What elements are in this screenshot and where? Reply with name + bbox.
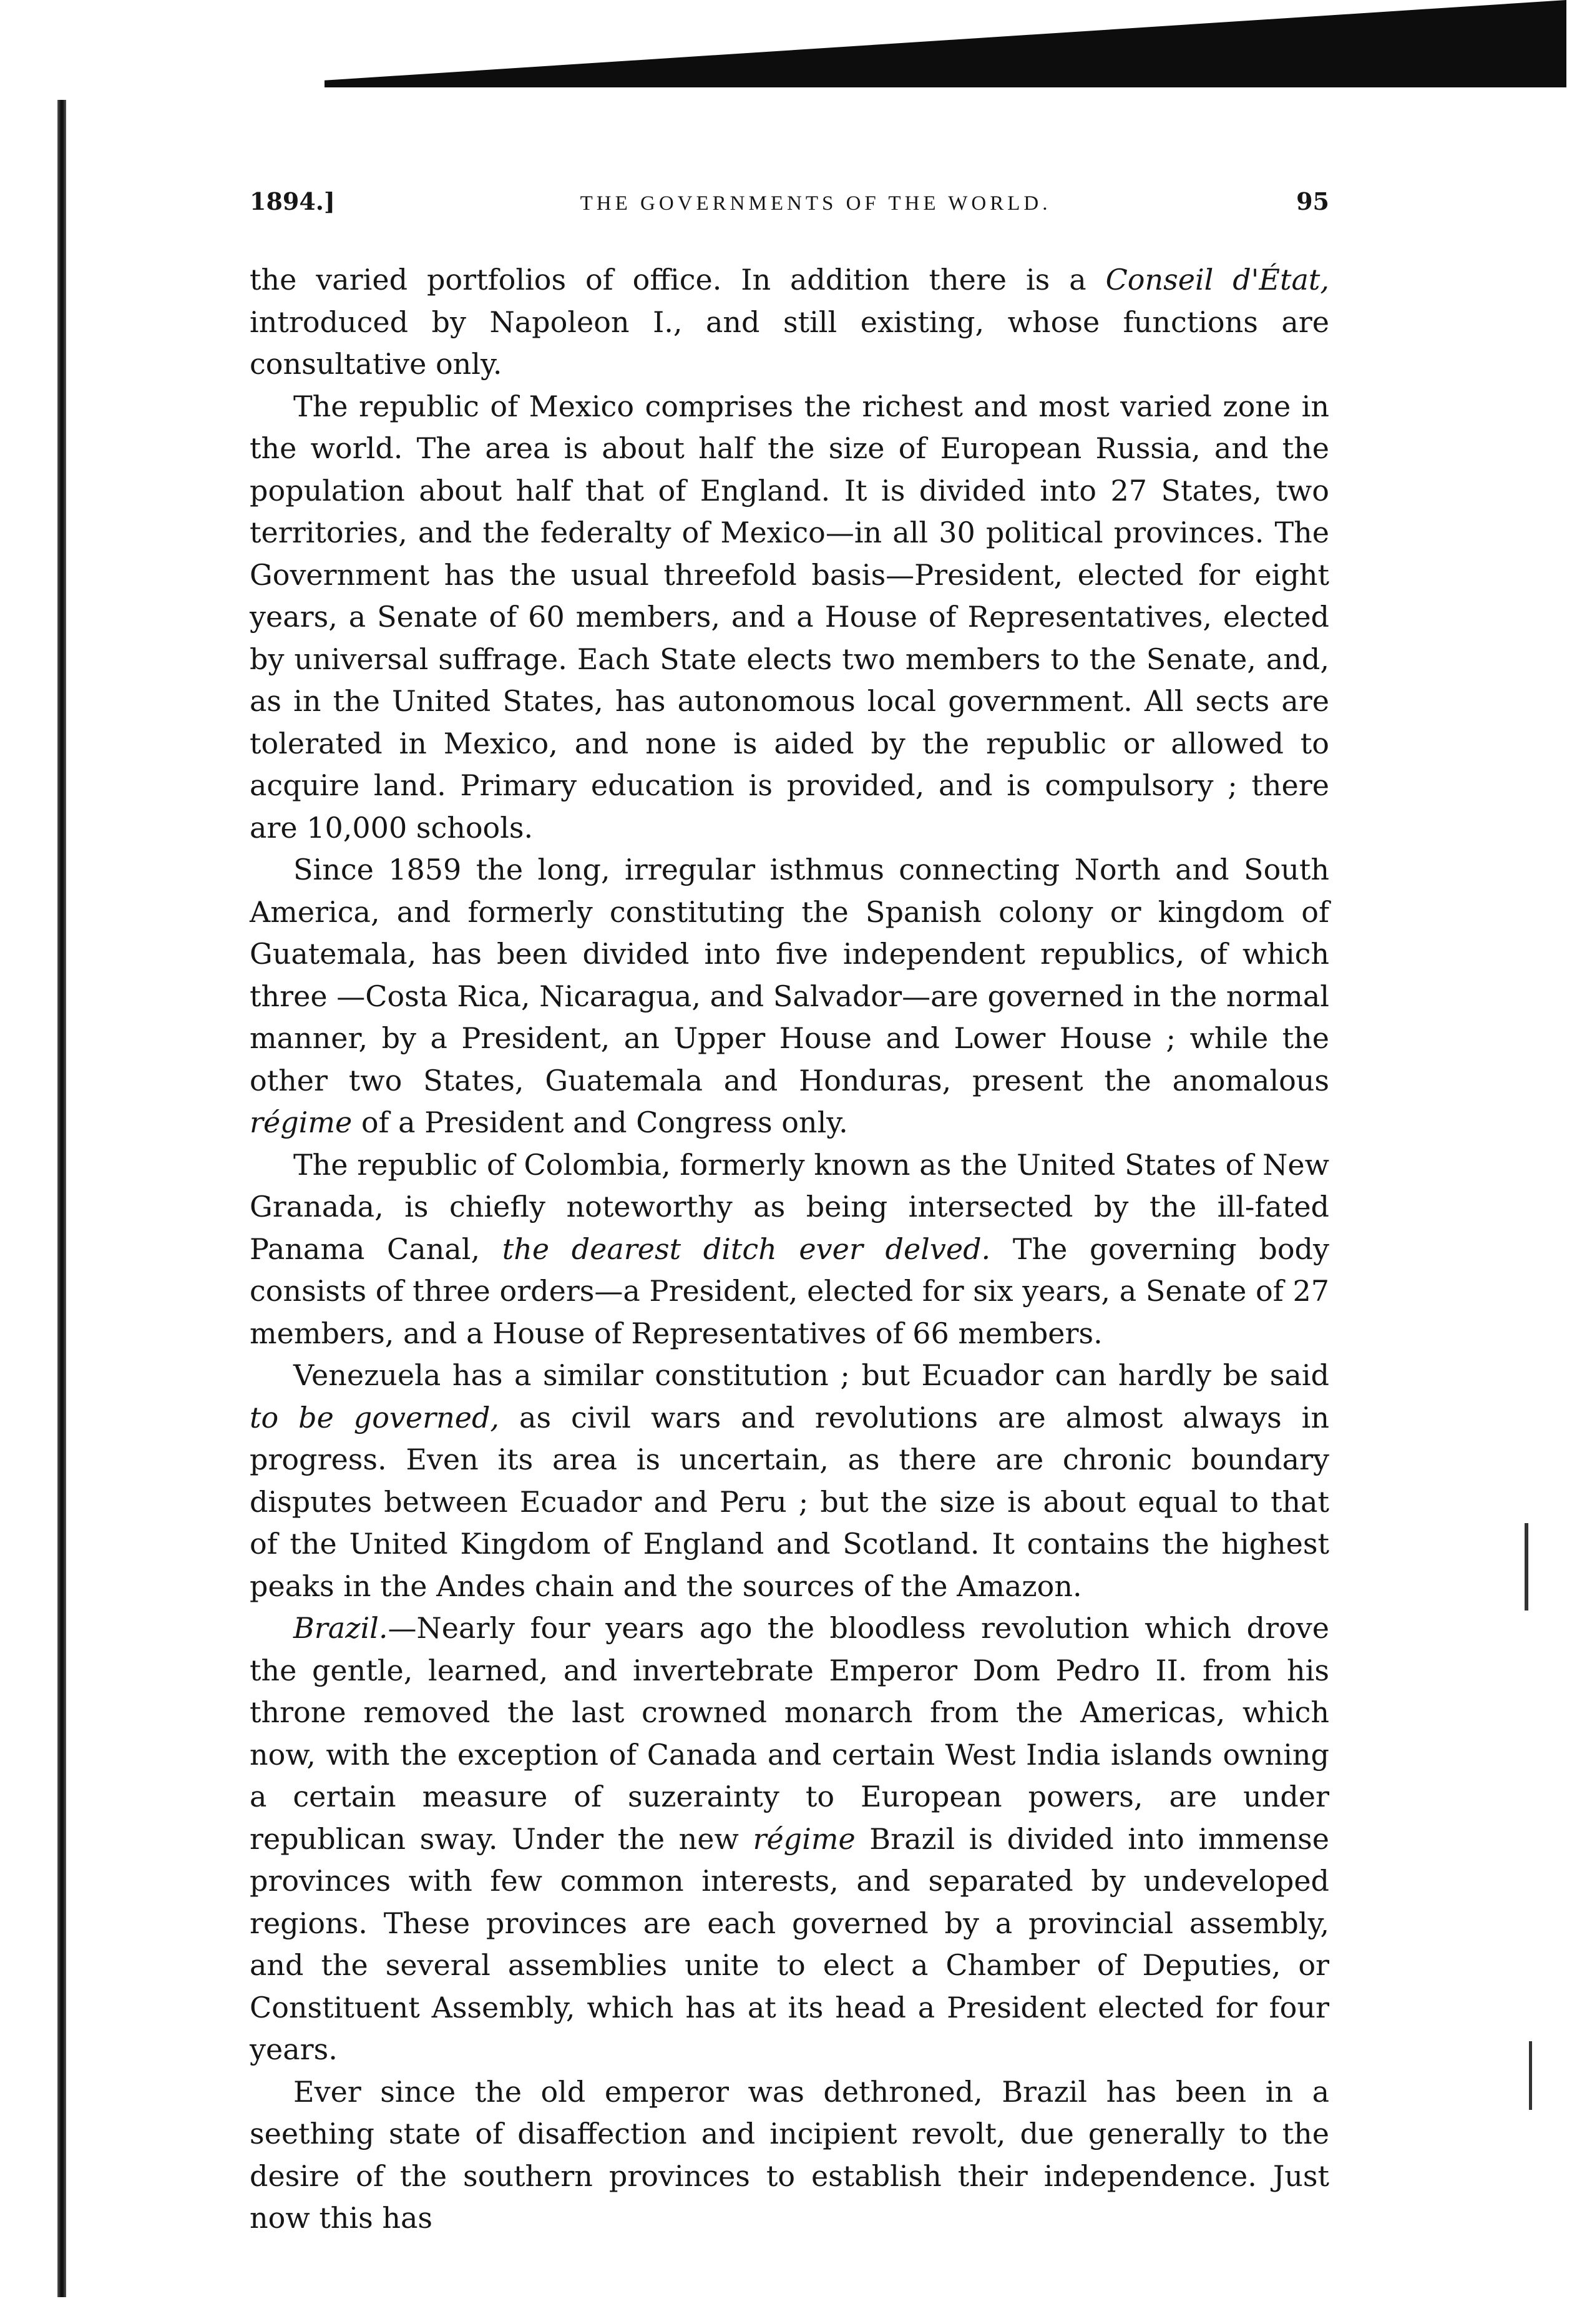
margin-ink-mark <box>1525 1523 1528 1611</box>
book-page <box>250 187 1329 2240</box>
text-run: The governing body consists of three orders—a President, elected for six years, a Senate of 27 members, and a House of Representatives of 66 members. <box>250 1232 1329 1350</box>
binding-edge-line <box>57 100 66 2297</box>
text-run: Brazil is divided into immense provinces with few common interests, and separated by undeveloped regions. These provinces are each governed by a provincial assembly, and the several assemblies unite to elect a Chamber of Deputies, or Constituent Assembly, which has at its head a President elected for four years. <box>250 1821 1329 2066</box>
text-run: The republic of Colombia, formerly known as the United States of New Granada, is chiefly noteworthy as being intersected by the ill-fated Panama Canal, <box>250 1147 1329 1266</box>
header-year: 1894.] <box>250 187 335 215</box>
text-run: the varied portfolios of office. In addition there is a <box>250 263 1106 297</box>
page-number: 95 <box>1296 187 1329 215</box>
text-run: Venezuela has a similar constitution ; but Ecuador can hardly be said <box>293 1358 1329 1392</box>
text-run: The republic of Mexico comprises the richest and most varied zone in the world. The area is about half the size of European Russia, and the population about half that of England. It is divided into 27 States, two territories, and the federalty of Mexico—in all 30 political provinces. The Government has the usual threefold basis—President, elected for eight years, a Senate of 60 members, and a House of Representatives, elected by universal suffrage. Each State elects two members to the Senate, and, as in the United States, has autonomous local government. All sects are tolerated in Mexico, and none is aided by the republic or allowed to acquire land. Primary education is provided, and is compulsory ; there are 10,000 schools. <box>250 389 1329 845</box>
paragraph <box>250 259 1329 386</box>
paragraph <box>250 1607 1329 2071</box>
header-title: THE GOVERNMENTS OF THE WORLD. <box>580 192 1052 215</box>
italic-term: régime <box>250 1106 353 1139</box>
paragraph <box>250 1355 1329 1607</box>
running-head <box>250 187 1329 215</box>
italic-term: the dearest ditch ever delved. <box>502 1232 991 1266</box>
text-run: introduced by Napoleon I., and still existing, whose functions are consultative only. <box>250 305 1329 381</box>
paragraph <box>250 849 1329 1144</box>
italic-term: Brazil. <box>293 1611 388 1645</box>
italic-term: régime <box>753 1821 856 1856</box>
body-text <box>250 259 1329 2240</box>
margin-ink-mark <box>1529 2041 1532 2110</box>
italic-term: to be governed, <box>250 1400 500 1434</box>
italic-term: Conseil d'État, <box>1105 263 1329 297</box>
paragraph <box>250 1144 1329 1355</box>
scan-edge-shadow <box>325 0 1566 87</box>
text-run: as civil wars and revolutions are almost always in progress. Even its area is uncertain, as there are chronic boundary disputes between Ecuador and Peru ; but the size is about equal to that of the United Kingdom of England and Scotland. It contains the highest peaks in the Andes chain and the sources of the Amazon. <box>250 1400 1329 1603</box>
text-run: of a President and Congress only. <box>352 1106 848 1139</box>
text-run: Since 1859 the long, irregular isthmus connecting North and South America, and formerly constituting the Spanish colony or kingdom of Guatemala, has been divided into five independent republics, of which three —Costa Rica, Nicaragua, and Salvador—are governed in the normal manner, by a President, an Upper House and Lower House ; while the other two States, Guatemala and Honduras, present the anomalous <box>250 853 1329 1097</box>
paragraph <box>250 386 1329 850</box>
text-run: Ever since the old emperor was dethroned, Brazil has been in a seething state of disaffection and incipient revolt, due generally to the desire of the southern provinces to establish their independence. Just now this has <box>250 2074 1329 2235</box>
text-run: —Nearly four years ago the bloodless revolution which drove the gentle, learned, and invertebrate Emperor Dom Pedro II. from his throne removed the last crowned monarch from the Americas, which now, with the exception of Canada and certain West India islands owning a certain measure of suzerainty to European powers, are under republican sway. Under the new <box>250 1611 1329 1856</box>
paragraph <box>250 2071 1329 2240</box>
